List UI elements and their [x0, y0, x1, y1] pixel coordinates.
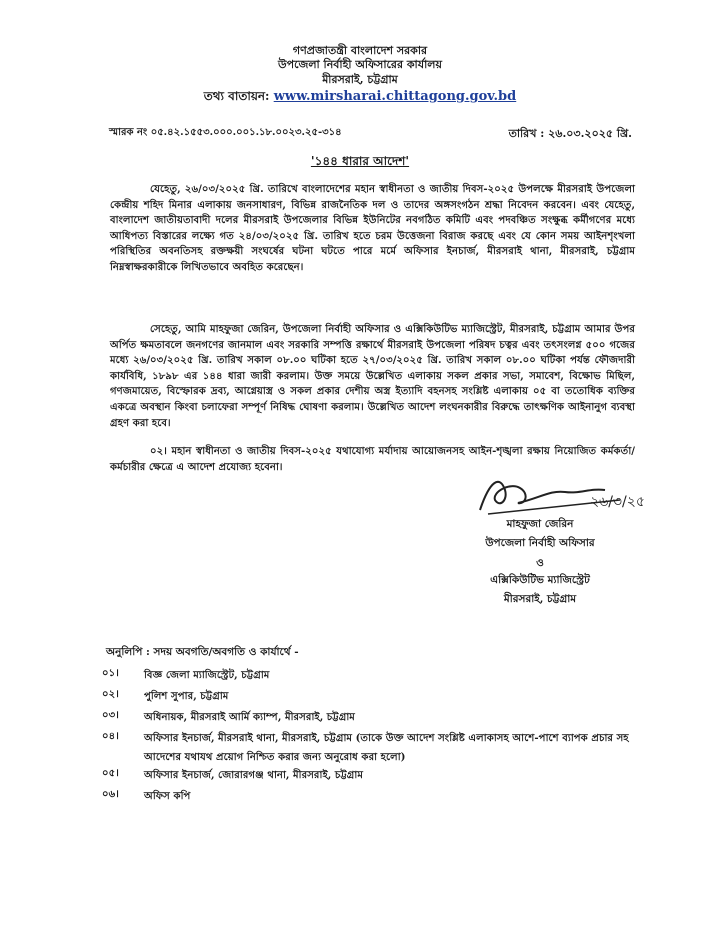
paragraph-2: সেহেতু, আমি মাহফুজা জেরিন, উপজেলা নির্বাহী অফিসার ও এক্সিকিউটিভ ম্যাজিস্ট্রেট, মীরসরাই, চট্টগ্রাম আমার উপর অর্পিত ক্ষমতাবলে জনগণের জানমাল এবং সরকারি সম্পত্তি রক্ষার্থে মীরসরাই উপজেলা পরিষদ চত্বর এবং তৎসংলগ্ন ৫০০ গজের মধ্যে ২৬/০৩/২০২৫ খ্রি. তারিখ সকাল ০৮.০০ ঘটিকা হতে ২৭/০৩/২০২৫ খ্রি. তারিখ সকাল ০৮.০০ ঘটিকা পর্যন্ত ফৌজদারী কার্যবিধি, ১৮৯৮ এর ১৪৪ ধারা জারী করলাম। উক্ত সময়ে উল্লেখিত এলাকায় সকল প্রকার সভা, সমাবেশ, বিক্ষোভ মিছিল, গণজমায়েত, বিস্ফোরক দ্রব্য, আগ্নেয়াস্ত্র ও সকল প্রকার দেশীয় অস্ত্র ইত্যাদি বহনসহ সংশ্লিষ্ট এলাকায় ০৫ বা ততোধিক ব্যক্তির একত্রে অবস্থান কিংবা চলাফেরা সম্পূর্ণ নিষিদ্ধ ঘোষণা করলাম। উল্লেখিত আদেশ লংঘনকারীর বিরুদ্ধে তাৎক্ষণিক আইনানুগ ব্যবস্থা গ্রহণ করা হবে। — [110, 323, 635, 429]
list-item-text: অফিসার ইনচার্জ, মীরসরাই থানা, মীরসরাই, চট্টগ্রাম (তাকে উক্ত আদেশ সংশ্লিষ্ট এলাকাসহ আশে-পাশে ব্যাপক প্রচার সহ আদেশের যথাযথ প্রয়োগ নিশ্চিত করার জন্য অনুরোধ করা হলো) — [144, 732, 629, 763]
list-item-number: ০৫। — [102, 767, 119, 780]
list-item — [102, 687, 642, 708]
header-office: উপজেলা নির্বাহী অফিসারের কার্যালয় — [278, 58, 442, 71]
signatory-designation: উপজেলা নির্বাহী অফিসার — [485, 537, 595, 549]
list-item — [102, 729, 642, 766]
signature-date: ২৬/৩/২৫ — [590, 494, 645, 510]
signatory-name: মাহফুজা জেরিন — [506, 518, 574, 530]
list-item-text: পুলিশ সুপার, চট্টগ্রাম — [144, 690, 229, 702]
copy-to-list — [102, 666, 642, 808]
list-item-number: ০৩। — [102, 709, 119, 721]
order-title-text: '১৪৪ ধারার আদেশ' — [310, 154, 410, 168]
copy-to-heading: অনুলিপি : সদয় অবগতি/অবগতি ও কার্যার্থে - — [106, 646, 299, 658]
header-location: মীরসরাই, চট্টগ্রাম — [322, 73, 398, 86]
list-item-number: ০৪। — [102, 730, 119, 742]
web-label: তথ্য বাতায়ন: — [203, 89, 270, 103]
list-item-text: বিজ্ঞ জেলা ম্যাজিস্ট্রেট, চট্টগ্রাম — [144, 669, 270, 681]
header-web — [0, 88, 720, 108]
list-item — [102, 766, 642, 787]
memo-reference: স্মারক নং ০৫.৪২.১৫৫৩.০০০.০০১.১৮.০০২৩.২৫-৩১৪ — [109, 127, 342, 138]
list-item — [102, 666, 642, 687]
paragraph-3: ০২। মহান স্বাধীনতা ও জাতীয় দিবস-২০২৫ যথাযোগ্য মর্যাদায় আয়োজনসহ আইন-শৃঙ্খলা রক্ষায় নিয়োজিত কর্মকর্তা/কর্মচারীর ক্ষেত্রে এ আদেশ প্রযোজ্য হবেনা। — [110, 445, 635, 473]
order-title — [0, 153, 720, 173]
signatory-role: এক্সিকিউটিভ ম্যাজিস্ট্রেট — [490, 574, 590, 586]
web-url-link[interactable]: www.mirsharai.chittagong.gov.bd — [273, 89, 517, 104]
handwritten-signature — [470, 470, 670, 520]
header-government: গণপ্রজাতন্ত্রী বাংলাদেশ সরকার — [292, 44, 428, 57]
paragraph-1: যেহেতু, ২৬/০৩/২০২৫ খ্রি. তারিখে বাংলাদেশের মহান স্বাধীনতা ও জাতীয় দিবস-২০২৫ উপলক্ষে মীরসরাই উপজেলা কেন্দ্রীয় শহিদ মিনার এলাকায় জনসাধারণ, বিভিন্ন রাজনৈতিক দল ও তাদের অঙ্গসংগঠন শ্রদ্ধা নিবেদন করবেন। এবং যেহেতু, বাংলাদেশ জাতীয়তাবাদী দলের মীরসরাই উপজেলার বিভিন্ন ইউনিটের নবগঠিত কমিটি এবং পদবঞ্চিত সংক্ষুব্ধ কর্মীগণের মধ্যে আধিপত্য বিস্তারের লক্ষ্যে গত ২৪/০৩/২০২৫ খ্রি. তারিখ হতে চরম উত্তেজনা বিরাজ করছে এবং যে কোন সময় আইনশৃংখলা পরিস্থিতির অবনতিসহ রক্তক্ষয়ী সংঘর্ষের ঘটনা ঘটতে পারে মর্মে অফিসার ইনচার্জ, মীরসরাই থানা, মীরসরাই, চট্টগ্রাম নিম্নস্বাক্ষরকারীকে লিখিতভাবে অবহিত করেছেন। — [110, 183, 635, 273]
list-item — [102, 708, 642, 729]
list-item — [102, 787, 642, 808]
signatory-conjunction: ও — [536, 557, 544, 569]
memo-date: তারিখ : ২৬.০৩.২০২৫ খ্রি. — [508, 127, 632, 140]
signatory-location: মীরসরাই, চট্টগ্রাম — [503, 593, 577, 605]
list-item-number: ০১। — [102, 667, 119, 679]
list-item-number: ০২। — [102, 688, 119, 700]
list-item-number: ০৬। — [102, 788, 119, 801]
list-item-text: অফিস কপি — [144, 790, 191, 803]
list-item-text: অফিসার ইনচার্জ, জোরারগঞ্জ থানা, মীরসরাই, চট্টগ্রাম — [144, 769, 364, 782]
list-item-text: অধিনায়ক, মীরসরাই আর্মি ক্যাম্প, মীরসরাই, চট্টগ্রাম — [144, 711, 355, 723]
